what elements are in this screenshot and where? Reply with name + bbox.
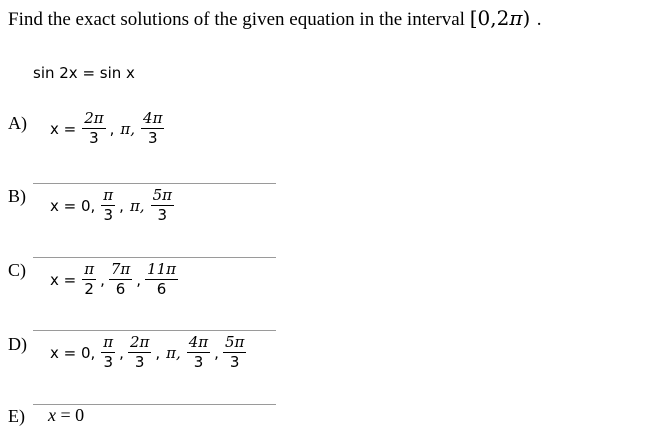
fraction-denominator: 6 [156,280,167,298]
option-c-fraction-2 [109,262,132,297]
fraction-denominator: 3 [103,353,113,371]
question-text [8,6,541,31]
fraction-numerator: 5π [152,186,172,204]
interval-notation [470,6,537,30]
interval-start: 0, [477,6,497,30]
option-a-fraction-1 [82,111,105,146]
equation: sin 2x = sin x [33,64,135,82]
option-d-comma-1: , [119,343,124,362]
option-d-lhs: x = 0, [50,343,96,362]
fraction-denominator: 3 [134,353,145,371]
option-c-lhs: x = [50,270,77,289]
option-e-label[interactable]: E) [8,406,25,426]
option-c-expression[interactable] [50,262,180,297]
option-d-fraction-1 [101,335,115,370]
option-d-fraction-4 [187,335,210,370]
option-a-term-2: π, [120,119,136,138]
fraction-numerator: 4π [143,109,163,127]
question-prompt: Find the exact solutions of the given equation in the interval [8,9,465,30]
option-divider [33,183,276,184]
option-e-rest: = 0 [56,405,85,425]
option-d-expression[interactable] [50,335,248,370]
option-a-lhs: x = [50,119,77,138]
fraction-denominator: 3 [89,129,99,147]
option-d-label[interactable]: D) [8,334,27,354]
option-c-comma-2: , [136,270,142,289]
fraction-denominator: 6 [115,280,126,298]
fraction-numerator: 5π [224,333,245,351]
option-c-fraction-1 [82,262,96,297]
option-a-fraction-3 [141,111,164,146]
option-divider [33,257,276,258]
option-divider [33,330,276,331]
option-d-fraction-5 [223,335,246,370]
option-c-fraction-3 [145,262,178,297]
option-b-label[interactable]: B) [8,186,26,206]
fraction-numerator: 2π [84,109,104,127]
fraction-numerator: π [103,333,114,351]
fraction-numerator: 2π [129,333,150,351]
fraction-denominator: 3 [229,353,240,371]
option-d-fraction-2 [128,335,151,370]
fraction-denominator: 2 [84,280,94,298]
option-d-comma-2: , [155,343,161,362]
interval-close-paren: ) [522,6,531,30]
fraction-denominator: 3 [103,206,113,224]
option-b-fraction-1 [101,188,115,223]
option-a-label[interactable]: A) [8,113,27,133]
fraction-numerator: π [103,186,114,204]
option-e-expression[interactable] [48,405,84,426]
fraction-numerator: 11π [147,260,176,278]
option-d-term-3: π, [166,343,181,362]
option-a-comma-1: , [109,119,115,138]
interval-open-bracket: [ [469,6,478,30]
option-b-term-2: π, [129,196,145,215]
fraction-numerator: 7π [110,260,131,278]
option-d-comma-4: , [214,343,219,362]
interval-coefficient: 2 [496,6,510,30]
fraction-numerator: 4π [188,333,209,351]
option-b-lhs: x = 0, [50,196,96,215]
option-c-label[interactable]: C) [8,260,26,280]
option-b-fraction-3 [151,188,174,223]
interval-pi: π [509,6,523,30]
option-b-expression[interactable] [50,188,176,223]
option-b-comma-1: , [119,196,124,215]
fraction-numerator: π [84,260,95,278]
fraction-denominator: 3 [193,353,204,371]
option-e-variable: x [48,405,56,425]
option-c-comma-1: , [100,270,105,289]
option-a-expression[interactable] [50,111,166,146]
fraction-denominator: 3 [147,129,158,147]
fraction-denominator: 3 [157,206,168,224]
question-period: . [536,9,542,30]
